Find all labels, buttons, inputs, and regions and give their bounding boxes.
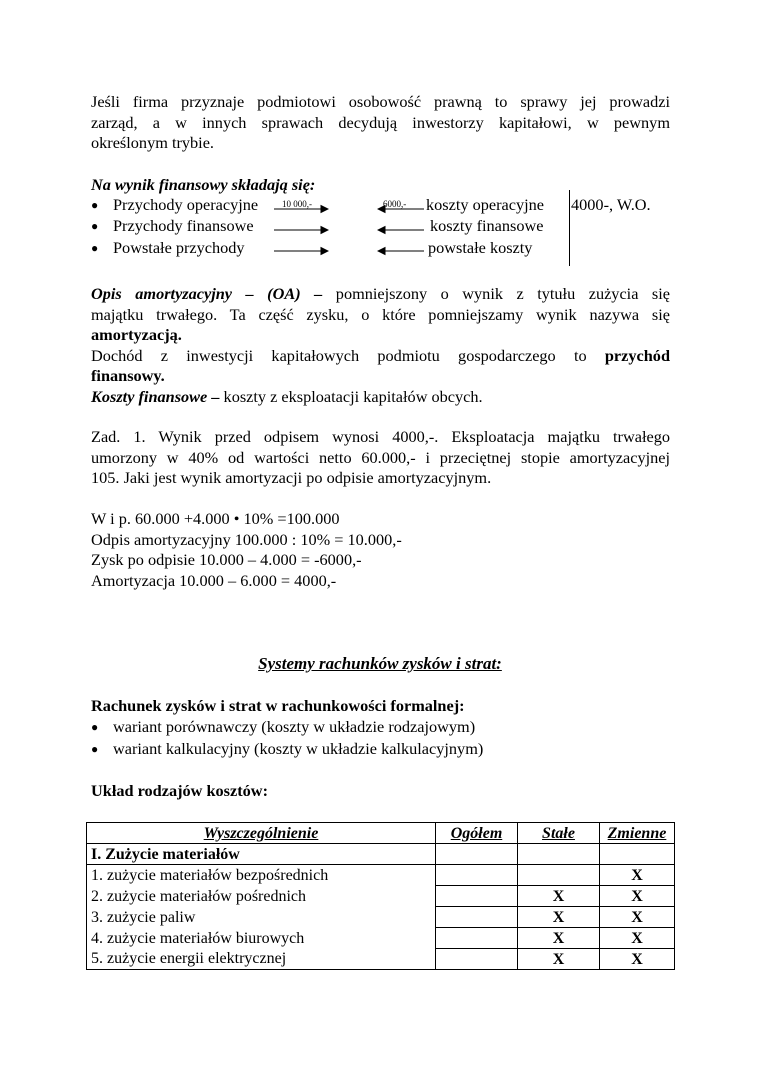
row-zmienne: X — [600, 928, 675, 949]
variant-item: wariant kalkulacyjny (koszty w układzie kalkulacyjnym) — [113, 739, 484, 758]
intro-paragraph — [91, 92, 670, 154]
definitions-paragraph — [91, 284, 670, 407]
wynik-left-item: Powstałe przychody — [113, 238, 245, 257]
row-ogolem — [436, 928, 518, 949]
oa-amortyzacja: amortyzacją. — [91, 325, 182, 344]
wynik-left-item: Przychody operacyjne — [113, 195, 259, 214]
header-wyszczegolnienie: Wyszczególnienie — [87, 823, 436, 844]
empty-cell — [518, 844, 600, 865]
table-row — [87, 928, 675, 949]
arrow-left-value: 10 000,- — [282, 199, 312, 209]
row-ogolem — [436, 865, 518, 886]
intro-line: Jeśli firma przyznaje podmiotowi osobowość prawną to sprawy jej prowadzi — [91, 92, 670, 111]
zadanie-line: umorzony w 40% od wartości netto 60.000,- i przeciętnej stopie amortyzacyjnej — [91, 447, 670, 467]
row-ogolem — [436, 907, 518, 928]
row-stale: X — [518, 949, 600, 970]
wynik-side-note: 4000-, W.O. — [571, 195, 651, 214]
section-heading: Systemy rachunków zysków i strat: — [258, 654, 502, 673]
table-row — [87, 907, 675, 928]
wynik-right-item: koszty operacyjne — [426, 195, 544, 214]
table-header-row — [87, 823, 675, 844]
wynik-right-item: koszty finansowe — [430, 216, 544, 235]
table-title: Układ rodzajów kosztów: — [91, 781, 268, 800]
koszty-line — [91, 387, 670, 408]
table-row — [87, 865, 675, 886]
wynik-title: Na wynik finansowy składają się: — [91, 175, 316, 194]
table-group-row — [87, 844, 675, 865]
calc-line: Odpis amortyzacyjny 100.000 : 10% = 10.000,- — [91, 529, 402, 549]
row-ogolem — [436, 949, 518, 970]
bullet-icon: ● — [91, 219, 99, 233]
row-stale: X — [518, 928, 600, 949]
row-zmienne: X — [600, 907, 675, 928]
intro-line: zarząd, a w innych sprawach decydują inwestorzy kapitałowi, w pewnym — [91, 112, 670, 132]
row-stale — [518, 865, 600, 886]
group-label: I. Zużycie materiałów — [87, 844, 436, 865]
table-row — [87, 886, 675, 907]
bullet-icon: ● — [91, 241, 99, 255]
section-subtitle: Rachunek zysków i strat w rachunkowości formalnej: — [91, 696, 465, 715]
row-name: 4. zużycie materiałów biurowych — [87, 928, 436, 949]
calc-line: Amortyzacja 10.000 – 6.000 = 4000,- — [91, 570, 337, 590]
dochod-finansowy: finansowy. — [91, 366, 165, 385]
oa-line — [91, 284, 670, 305]
row-zmienne: X — [600, 865, 675, 886]
wynik-arrows — [270, 196, 430, 260]
zadanie-line: Zad. 1. Wynik przed odpisem wynosi 4000,-. Eksploatacja majątku trwałego — [91, 427, 670, 446]
wynik-right-item: powstałe koszty — [428, 238, 533, 257]
oa-line: majątku trwałego. Ta część zysku, o które pomniejszamy wynik nazywa się — [91, 304, 670, 324]
wynik-left-item: Przychody finansowe — [113, 216, 254, 235]
calc-line: Zysk po odpisie 10.000 – 4.000 = -6000,- — [91, 550, 362, 569]
bullet-icon: ● — [91, 742, 99, 756]
empty-cell — [600, 844, 675, 865]
vertical-divider — [569, 190, 570, 266]
row-name: 5. zużycie energii elektrycznej — [87, 949, 436, 970]
header-ogolem: Ogółem — [436, 823, 518, 844]
header-stale: Stałe — [518, 823, 600, 844]
dochod-text: Dochód z inwestycji kapitałowych podmiotu gospodarczego to — [91, 345, 587, 365]
variant-item: wariant porównawczy (koszty w układzie rodzajowym) — [113, 717, 476, 736]
intro-line: określonym trybie. — [91, 133, 214, 152]
koszty-term: Koszty finansowe – — [91, 386, 220, 406]
oa-term: Opis amortyzacyjny – (OA) – — [91, 284, 323, 303]
row-zmienne: X — [600, 949, 675, 970]
dochod-bold: przychód — [604, 345, 670, 365]
row-stale: X — [518, 907, 600, 928]
row-ogolem — [436, 886, 518, 907]
arrow-right-value: 6000,- — [383, 199, 407, 209]
calc-block — [91, 509, 670, 591]
koszty-rest: koszty z eksploatacji kapitałów obcych. — [223, 386, 483, 406]
bullet-icon: ● — [91, 198, 99, 212]
row-stale: X — [518, 886, 600, 907]
oa-rest: pomniejszony o wynik z tytułu zużycia się — [335, 284, 671, 303]
row-zmienne: X — [600, 886, 675, 907]
bullet-icon: ● — [91, 720, 99, 734]
zadanie-line: 105. Jaki jest wynik amortyzacji po odpisie amortyzacyjnym. — [91, 468, 492, 487]
row-name: 3. zużycie paliw — [87, 907, 436, 928]
table-row — [87, 949, 675, 970]
header-zmienne: Zmienne — [600, 823, 675, 844]
costs-table — [86, 822, 675, 970]
row-name: 2. zużycie materiałów pośrednich — [87, 886, 436, 907]
zadanie-paragraph — [91, 427, 670, 489]
dochod-line — [91, 346, 670, 367]
calc-line: W i p. 60.000 +4.000 • 10% =100.000 — [91, 509, 340, 528]
empty-cell — [436, 844, 518, 865]
row-name: 1. zużycie materiałów bezpośrednich — [87, 865, 436, 886]
